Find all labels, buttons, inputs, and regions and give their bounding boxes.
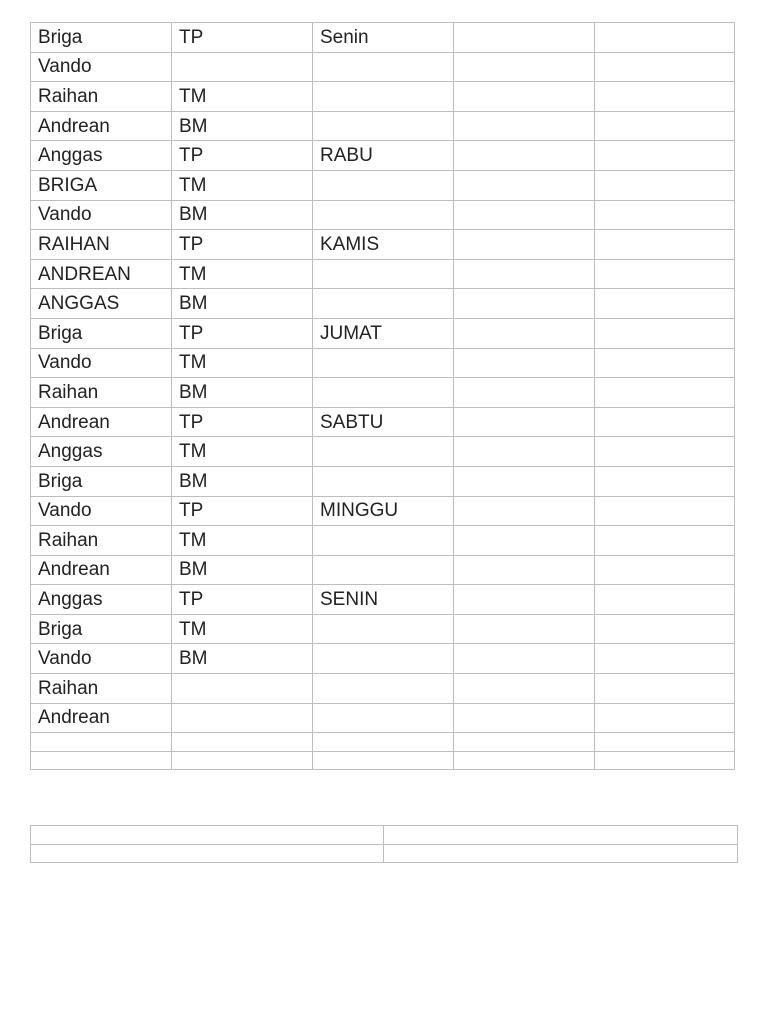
table-row: [31, 674, 735, 704]
footer-row: [31, 844, 738, 863]
cell-day: [313, 674, 454, 704]
cell-extra-1: [454, 466, 595, 496]
cell-day: KAMIS: [313, 230, 454, 260]
cell-name: Raihan: [31, 674, 172, 704]
cell-day: [313, 259, 454, 289]
cell-extra-2: [595, 259, 735, 289]
cell-shift: TP: [172, 141, 313, 171]
schedule-table: [30, 22, 735, 770]
cell-extra-1: [454, 348, 595, 378]
cell-name: Andrean: [31, 407, 172, 437]
cell-extra-1: [454, 289, 595, 319]
cell-day: [313, 348, 454, 378]
cell-shift: [172, 703, 313, 733]
cell-extra-1: [454, 555, 595, 585]
table-row: [31, 614, 735, 644]
table-row: [31, 318, 735, 348]
footer-cell: [384, 844, 738, 863]
table-row: [31, 230, 735, 260]
cell-day: [313, 170, 454, 200]
cell-shift: TM: [172, 614, 313, 644]
cell-extra-1: [454, 318, 595, 348]
empty-cell: [595, 733, 735, 752]
cell-extra-1: [454, 200, 595, 230]
cell-extra-2: [595, 555, 735, 585]
cell-extra-2: [595, 496, 735, 526]
cell-day: [313, 82, 454, 112]
table-row: [31, 644, 735, 674]
cell-shift: TM: [172, 259, 313, 289]
cell-day: SABTU: [313, 407, 454, 437]
cell-name: Raihan: [31, 378, 172, 408]
cell-extra-1: [454, 496, 595, 526]
cell-extra-1: [454, 407, 595, 437]
table-row: [31, 141, 735, 171]
cell-shift: BM: [172, 555, 313, 585]
cell-day: [313, 526, 454, 556]
cell-day: [313, 200, 454, 230]
cell-shift: BM: [172, 378, 313, 408]
cell-day: [313, 437, 454, 467]
cell-name: Anggas: [31, 585, 172, 615]
cell-extra-1: [454, 230, 595, 260]
cell-extra-1: [454, 703, 595, 733]
table-row: [31, 52, 735, 82]
cell-day: SENIN: [313, 585, 454, 615]
cell-shift: TM: [172, 170, 313, 200]
empty-cell: [31, 751, 172, 770]
blank-table-row: [31, 751, 735, 770]
empty-cell: [31, 733, 172, 752]
cell-extra-1: [454, 259, 595, 289]
cell-name: Andrean: [31, 555, 172, 585]
cell-extra-1: [454, 82, 595, 112]
cell-extra-2: [595, 407, 735, 437]
cell-extra-1: [454, 526, 595, 556]
table-row: [31, 289, 735, 319]
cell-extra-2: [595, 526, 735, 556]
cell-name: Andrean: [31, 111, 172, 141]
cell-extra-1: [454, 52, 595, 82]
cell-extra-2: [595, 111, 735, 141]
cell-extra-2: [595, 614, 735, 644]
cell-shift: BM: [172, 644, 313, 674]
cell-extra-1: [454, 170, 595, 200]
cell-extra-2: [595, 437, 735, 467]
cell-day: [313, 52, 454, 82]
empty-cell: [595, 751, 735, 770]
cell-shift: TM: [172, 437, 313, 467]
cell-extra-1: [454, 378, 595, 408]
cell-shift: [172, 52, 313, 82]
cell-name: Vando: [31, 200, 172, 230]
empty-cell: [313, 751, 454, 770]
table-row: [31, 555, 735, 585]
cell-shift: BM: [172, 289, 313, 319]
cell-extra-1: [454, 674, 595, 704]
table-row: [31, 200, 735, 230]
cell-extra-2: [595, 289, 735, 319]
empty-cell: [454, 733, 595, 752]
blank-table-row: [31, 733, 735, 752]
cell-shift: BM: [172, 111, 313, 141]
cell-day: JUMAT: [313, 318, 454, 348]
footer-row: [31, 826, 738, 845]
table-row: [31, 23, 735, 53]
cell-extra-2: [595, 644, 735, 674]
schedule-table-body: [31, 23, 735, 770]
cell-shift: TP: [172, 496, 313, 526]
cell-shift: TM: [172, 82, 313, 112]
cell-day: [313, 555, 454, 585]
cell-shift: TM: [172, 348, 313, 378]
cell-day: [313, 289, 454, 319]
cell-day: RABU: [313, 141, 454, 171]
cell-extra-2: [595, 703, 735, 733]
cell-day: Senin: [313, 23, 454, 53]
table-row: [31, 407, 735, 437]
cell-name: Briga: [31, 466, 172, 496]
table-row: [31, 170, 735, 200]
table-row: [31, 82, 735, 112]
cell-shift: TM: [172, 526, 313, 556]
table-row: [31, 526, 735, 556]
empty-cell: [172, 733, 313, 752]
table-row: [31, 111, 735, 141]
cell-name: Anggas: [31, 437, 172, 467]
cell-extra-2: [595, 170, 735, 200]
table-row: [31, 348, 735, 378]
cell-day: [313, 111, 454, 141]
cell-extra-2: [595, 348, 735, 378]
footer-cell: [31, 844, 384, 863]
empty-cell: [313, 733, 454, 752]
cell-extra-2: [595, 230, 735, 260]
cell-name: Briga: [31, 23, 172, 53]
table-row: [31, 378, 735, 408]
cell-extra-1: [454, 614, 595, 644]
cell-extra-2: [595, 585, 735, 615]
cell-name: BRIGA: [31, 170, 172, 200]
cell-extra-2: [595, 378, 735, 408]
table-row: [31, 437, 735, 467]
cell-name: Vando: [31, 52, 172, 82]
table-row: [31, 496, 735, 526]
empty-cell: [454, 751, 595, 770]
cell-name: Vando: [31, 496, 172, 526]
cell-name: Raihan: [31, 526, 172, 556]
cell-shift: [172, 674, 313, 704]
footer-cell: [384, 826, 738, 845]
cell-name: Vando: [31, 348, 172, 378]
cell-name: ANDREAN: [31, 259, 172, 289]
cell-shift: TP: [172, 318, 313, 348]
cell-name: Vando: [31, 644, 172, 674]
cell-day: [313, 614, 454, 644]
cell-extra-1: [454, 111, 595, 141]
cell-day: [313, 644, 454, 674]
cell-name: Briga: [31, 318, 172, 348]
cell-extra-2: [595, 466, 735, 496]
cell-day: [313, 466, 454, 496]
cell-extra-2: [595, 82, 735, 112]
cell-extra-1: [454, 437, 595, 467]
cell-extra-2: [595, 23, 735, 53]
table-row: [31, 703, 735, 733]
cell-extra-2: [595, 674, 735, 704]
cell-name: Anggas: [31, 141, 172, 171]
cell-extra-1: [454, 141, 595, 171]
cell-shift: TP: [172, 585, 313, 615]
cell-name: ANGGAS: [31, 289, 172, 319]
table-row: [31, 585, 735, 615]
cell-shift: BM: [172, 466, 313, 496]
cell-extra-1: [454, 23, 595, 53]
cell-shift: TP: [172, 230, 313, 260]
footer-table: [30, 825, 738, 863]
cell-shift: TP: [172, 407, 313, 437]
cell-extra-2: [595, 141, 735, 171]
cell-name: Raihan: [31, 82, 172, 112]
cell-day: MINGGU: [313, 496, 454, 526]
cell-extra-2: [595, 200, 735, 230]
cell-day: [313, 703, 454, 733]
cell-name: Briga: [31, 614, 172, 644]
cell-extra-1: [454, 585, 595, 615]
cell-extra-1: [454, 644, 595, 674]
footer-table-body: [31, 826, 738, 863]
empty-cell: [172, 751, 313, 770]
table-row: [31, 466, 735, 496]
cell-name: RAIHAN: [31, 230, 172, 260]
cell-name: Andrean: [31, 703, 172, 733]
cell-day: [313, 378, 454, 408]
cell-shift: BM: [172, 200, 313, 230]
cell-extra-2: [595, 52, 735, 82]
cell-shift: TP: [172, 23, 313, 53]
table-row: [31, 259, 735, 289]
footer-cell: [31, 826, 384, 845]
cell-extra-2: [595, 318, 735, 348]
